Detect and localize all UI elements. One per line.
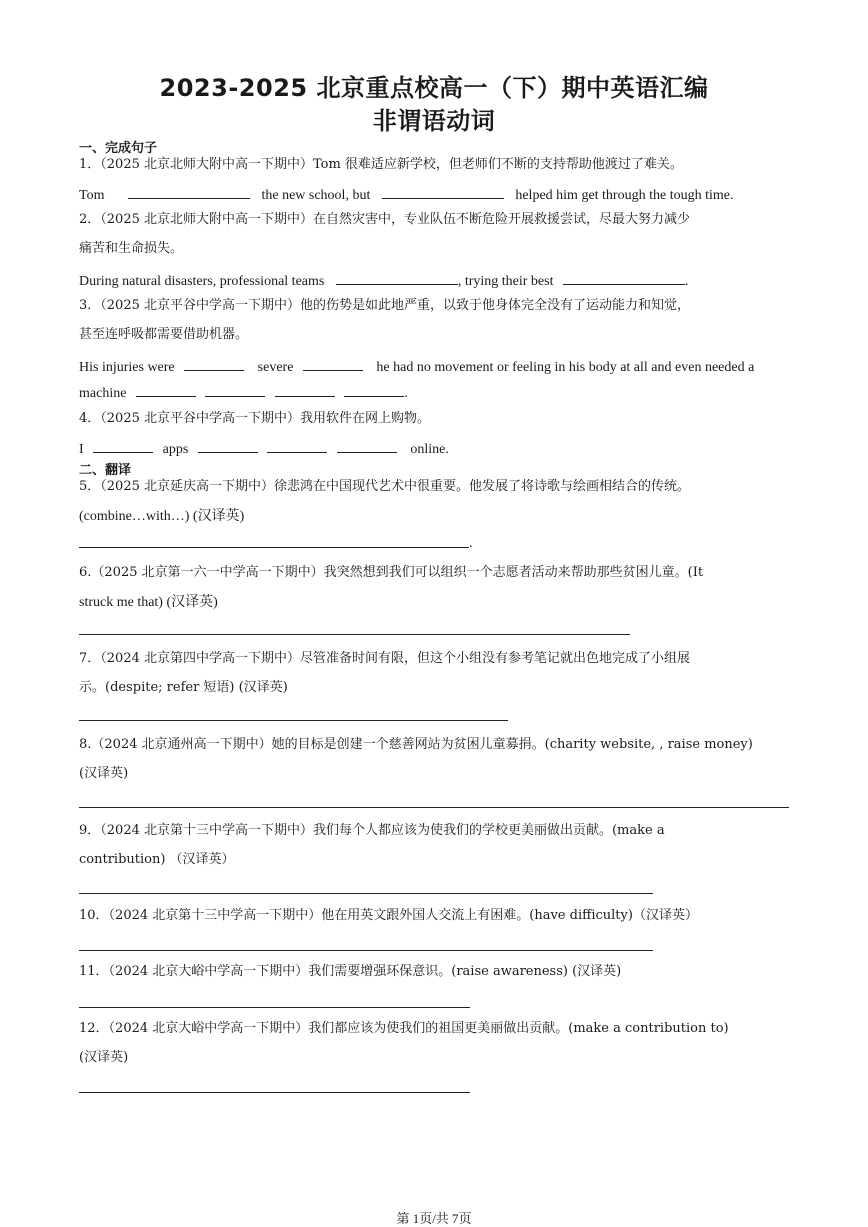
q3-text-4: machine [79, 386, 127, 401]
q3-blank-3[interactable] [136, 383, 196, 397]
question-9-prompt: 9．（2024 北京第十三中学高一下期中）我们每个人都应该为使我们的学校更美丽做出贡献。(make a [79, 823, 665, 838]
question-5-prompt: 5．（2025 北京延庆高一下期中）徐悲鸿在中国现代艺术中很重要。他发展了将诗歌与绘画相结合的传统。 [79, 479, 690, 494]
question-2-prompt-cont: 痛苦和生命损失。 [79, 241, 184, 256]
q3-blank-6[interactable] [344, 383, 404, 397]
question-3-prompt-cont: 甚至连呼吸都需要借助机器。 [79, 327, 249, 342]
q3-text-5: . [404, 386, 408, 401]
q4-text-3: online. [410, 442, 449, 457]
question-6-hint: struck me that) (汉译英) [79, 595, 218, 610]
q3-blank-1[interactable] [184, 357, 244, 371]
q2-blank-1[interactable] [336, 271, 458, 285]
question-8-hint: (汉译英) [79, 766, 129, 781]
q3-blank-4[interactable] [205, 383, 265, 397]
document-subtitle: 非谓语动词 [372, 107, 496, 135]
question-6-prompt: 6.（2025 北京第一六一中学高一下期中）我突然想到我们可以组织一个志愿者活动来帮助那些贫困儿童。(It [79, 565, 704, 580]
question-5-answer-line[interactable] [79, 547, 469, 548]
question-4-answer-line [79, 439, 449, 459]
question-2-answer-line [79, 271, 688, 291]
q1-blank-1[interactable] [128, 185, 250, 199]
question-1-answer-line [79, 185, 733, 205]
question-6-answer-line[interactable] [79, 634, 630, 635]
q2-text-2: , trying their best [457, 274, 554, 289]
q4-text-1: I [79, 442, 84, 457]
question-8-answer-line[interactable] [79, 807, 789, 808]
question-11-answer-line[interactable] [79, 1007, 470, 1008]
question-3-answer-line-2 [79, 383, 408, 403]
q3-text-3: he had no movement or feeling in his body at all and even needed a [376, 360, 755, 375]
question-5-hint: (combine…with…) (汉译英) [79, 509, 245, 524]
question-5-answer-end: . [469, 536, 473, 551]
q4-text-2: apps [162, 442, 189, 457]
q2-text-1: During natural disasters, professional teams [79, 274, 325, 289]
question-1-prompt: 1．（2025 北京北师大附中高一下期中）Tom 很难适应新学校，但老师们不断的支持帮助他渡过了难关。 [79, 157, 683, 172]
q1-text-1: Tom [79, 188, 105, 203]
question-10-prompt: 10．（2024 北京第十三中学高一下期中）他在用英文跟外国人交流上有困难。(have difficulty)（汉译英） [79, 908, 698, 923]
page-number: 第 1页/共 7页 [396, 1211, 472, 1226]
q2-text-3: . [684, 274, 689, 289]
q4-blank-2[interactable] [198, 439, 258, 453]
q4-blank-3[interactable] [267, 439, 327, 453]
q4-blank-1[interactable] [93, 439, 153, 453]
q2-blank-2[interactable] [563, 271, 685, 285]
q1-text-2: the new school, but [261, 188, 371, 203]
question-2-prompt: 2．（2025 北京北师大附中高一下期中）在自然灾害中，专业队伍不断危险开展救援尝试，尽最大努力减少 [79, 212, 690, 227]
question-3-answer-line-1 [79, 357, 754, 377]
section-heading-complete-sentences: 一、完成句子 [79, 141, 158, 156]
q3-blank-2[interactable] [303, 357, 363, 371]
question-11-prompt: 11．（2024 北京大峪中学高一下期中）我们需要增强环保意识。(raise awareness) (汉译英) [79, 964, 622, 979]
q3-text-1: His injuries were [79, 360, 175, 375]
question-8-prompt: 8.（2024 北京通州高一下期中）她的目标是创建一个慈善网站为贫困儿童募捐。(charity website, , raise money) [79, 737, 753, 752]
question-7-prompt: 7．（2024 北京第四中学高一下期中）尽管准备时间有限，但这个小组没有参考笔记就出色地完成了小组展 [79, 651, 690, 666]
q1-text-3: helped him get through the tough time. [515, 188, 734, 203]
question-9-hint: contribution) （汉译英） [79, 852, 235, 867]
question-12-answer-line[interactable] [79, 1092, 470, 1093]
question-7-hint: 示。(despite; refer 短语) (汉译英) [79, 680, 288, 695]
question-9-answer-line[interactable] [79, 893, 653, 894]
question-10-answer-line[interactable] [79, 950, 653, 951]
question-7-answer-line[interactable] [79, 720, 508, 721]
question-3-prompt: 3．（2025 北京平谷中学高一下期中）他的伤势是如此地严重，以致于他身体完全没有了运动能力和知觉， [79, 298, 690, 313]
q1-blank-2[interactable] [382, 185, 504, 199]
section-heading-translation: 二、翻译 [79, 463, 132, 478]
document-title: 2023-2025 北京重点校高一（下）期中英语汇编 [159, 74, 709, 102]
q3-text-2: severe [257, 360, 294, 375]
question-12-hint: (汉译英) [79, 1050, 129, 1065]
q4-blank-4[interactable] [337, 439, 397, 453]
question-4-prompt: 4．（2025 北京平谷中学高一下期中）我用软件在网上购物。 [79, 411, 430, 426]
question-12-prompt: 12．（2024 北京大峪中学高一下期中）我们都应该为使我们的祖国更美丽做出贡献。(make a contribution to) [79, 1021, 729, 1036]
q3-blank-5[interactable] [275, 383, 335, 397]
